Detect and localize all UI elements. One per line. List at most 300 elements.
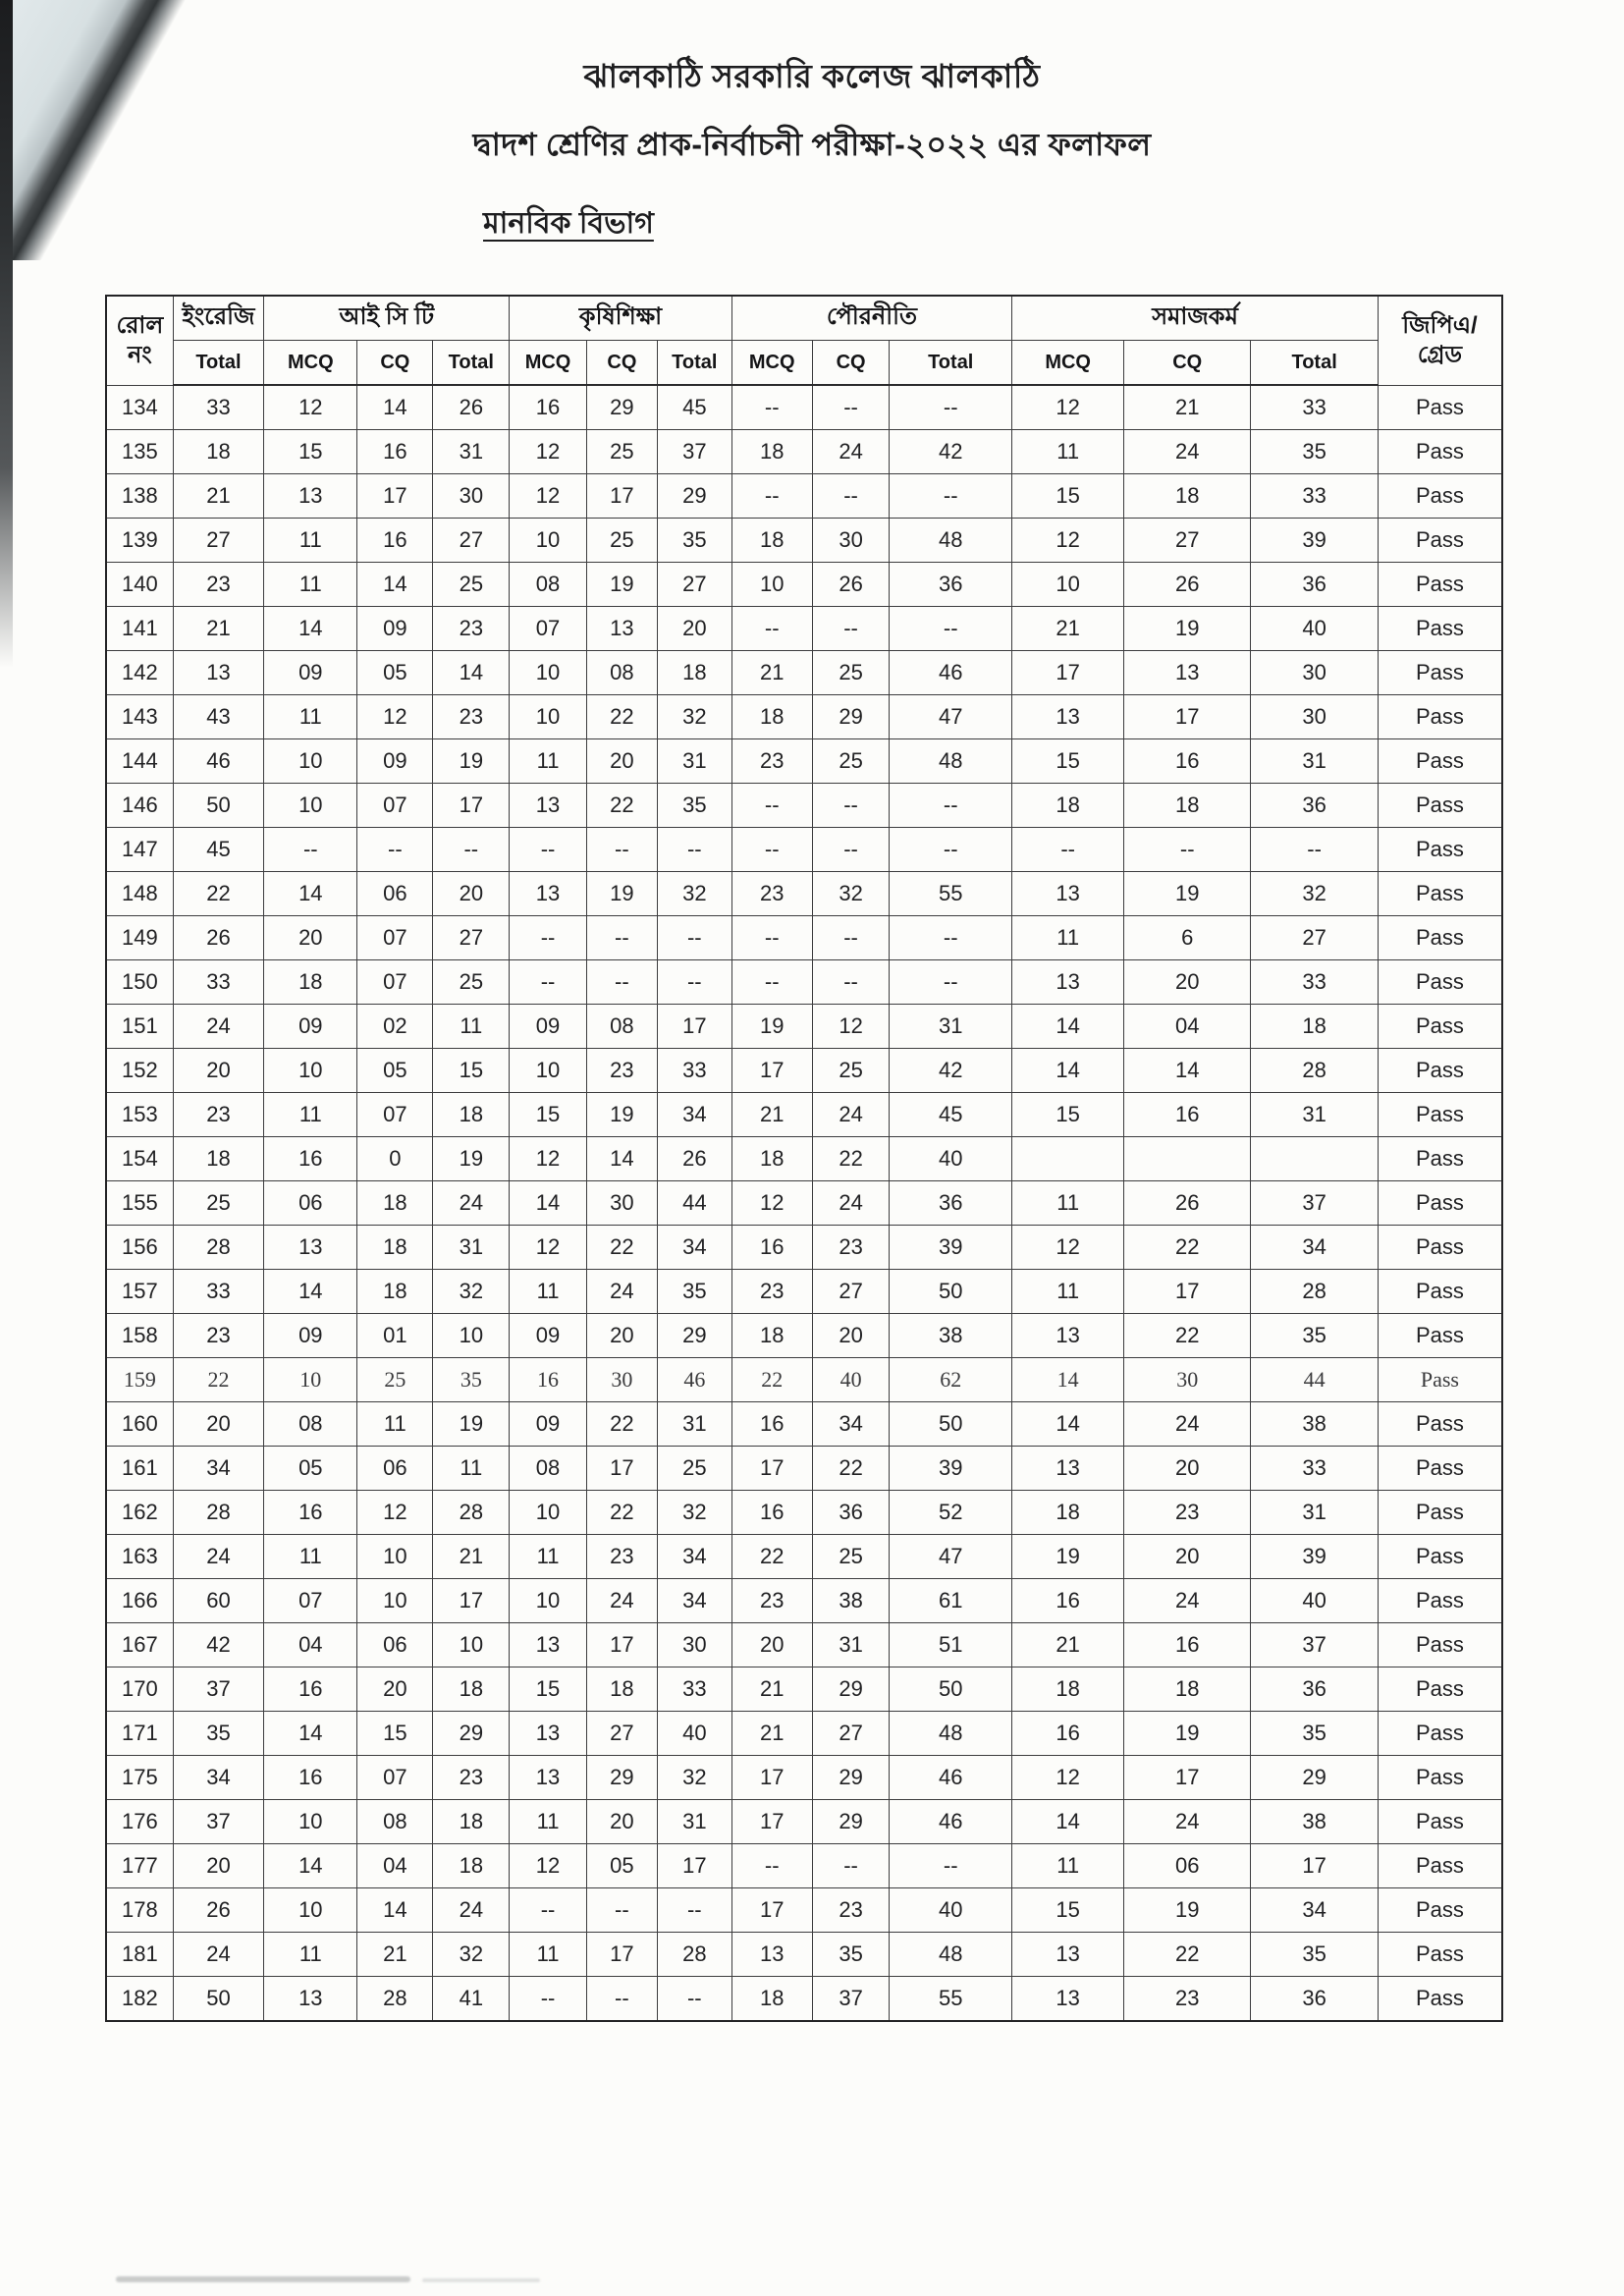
cell-civics-cq: 29	[812, 1667, 889, 1712]
cell-social-total	[1251, 1137, 1378, 1181]
table-row	[106, 1402, 1502, 1447]
cell-agri-mcq: --	[510, 1888, 586, 1933]
cell-social-total: 33	[1251, 960, 1378, 1005]
header-gpa-line1: জিপিএ/	[1402, 311, 1478, 339]
cell-english-total: 26	[173, 916, 263, 960]
cell-civics-cq: 32	[812, 872, 889, 916]
cell-agri-cq: --	[586, 1888, 658, 1933]
cell-agri-total: 17	[658, 1844, 731, 1888]
cell-grade: Pass	[1378, 1933, 1502, 1977]
cell-civics-cq: 25	[812, 651, 889, 695]
cell-grade: Pass	[1378, 784, 1502, 828]
cell-english-total: 28	[173, 1226, 263, 1270]
cell-social-cq: 19	[1124, 607, 1251, 651]
table-row	[106, 1137, 1502, 1181]
cell-social-mcq: 13	[1012, 960, 1124, 1005]
cell-ict-total: 10	[433, 1314, 510, 1358]
cell-ict-mcq: 16	[264, 1667, 357, 1712]
cell-ict-mcq: 05	[264, 1447, 357, 1491]
cell-grade: Pass	[1378, 1800, 1502, 1844]
cell-agri-cq: 22	[586, 1491, 658, 1535]
cell-civics-mcq: 18	[731, 430, 812, 474]
table-row	[106, 828, 1502, 872]
cell-roll: 146	[106, 784, 173, 828]
subheader-ict-total: Total	[433, 341, 510, 386]
cell-grade: Pass	[1378, 695, 1502, 739]
cell-ict-cq: 14	[357, 563, 433, 607]
cell-agri-mcq: 09	[510, 1314, 586, 1358]
cell-civics-cq: 20	[812, 1314, 889, 1358]
cell-agri-cq: 24	[586, 1579, 658, 1623]
cell-civics-cq: 36	[812, 1491, 889, 1535]
header-agriculture: কৃষিশিক্ষা	[510, 296, 731, 341]
cell-ict-total: 31	[433, 430, 510, 474]
cell-social-cq: 22	[1124, 1226, 1251, 1270]
cell-civics-cq: 22	[812, 1137, 889, 1181]
table-row	[106, 1579, 1502, 1623]
cell-english-total: 22	[173, 872, 263, 916]
cell-grade: Pass	[1378, 1491, 1502, 1535]
cell-social-total: 35	[1251, 430, 1378, 474]
cell-english-total: 60	[173, 1579, 263, 1623]
cell-agri-mcq: 16	[510, 1358, 586, 1402]
cell-roll: 144	[106, 739, 173, 784]
cell-ict-total: 29	[433, 1712, 510, 1756]
cell-civics-cq: 40	[812, 1358, 889, 1402]
cell-civics-mcq: 17	[731, 1447, 812, 1491]
cell-social-cq: 16	[1124, 739, 1251, 784]
cell-agri-total: 35	[658, 784, 731, 828]
cell-ict-total: 24	[433, 1181, 510, 1226]
college-title: ঝালকাঠি সরকারি কলেজ ঝালকাঠি	[583, 58, 1041, 94]
cell-ict-mcq: 14	[264, 872, 357, 916]
cell-social-total: 38	[1251, 1402, 1378, 1447]
scan-bottom-streak-artifact	[116, 2276, 410, 2282]
cell-agri-mcq: 10	[510, 651, 586, 695]
cell-grade: Pass	[1378, 1447, 1502, 1491]
cell-grade: Pass	[1378, 1888, 1502, 1933]
cell-social-cq: 06	[1124, 1844, 1251, 1888]
cell-social-total: 32	[1251, 872, 1378, 916]
cell-roll: 176	[106, 1800, 173, 1844]
cell-ict-mcq: 09	[264, 1005, 357, 1049]
cell-roll: 153	[106, 1093, 173, 1137]
cell-agri-total: --	[658, 1888, 731, 1933]
cell-agri-mcq: 08	[510, 563, 586, 607]
cell-civics-mcq: 16	[731, 1402, 812, 1447]
cell-english-total: 28	[173, 1491, 263, 1535]
cell-ict-cq: 17	[357, 474, 433, 519]
cell-grade: Pass	[1378, 385, 1502, 430]
cell-civics-mcq: 17	[731, 1756, 812, 1800]
cell-ict-mcq: 11	[264, 519, 357, 563]
cell-social-total: 37	[1251, 1181, 1378, 1226]
cell-civics-mcq: 21	[731, 1667, 812, 1712]
subheader-agri-mcq: MCQ	[510, 341, 586, 386]
cell-roll: 161	[106, 1447, 173, 1491]
cell-social-mcq: 12	[1012, 1226, 1124, 1270]
cell-agri-total: 29	[658, 474, 731, 519]
cell-social-total: 30	[1251, 651, 1378, 695]
cell-social-cq: 16	[1124, 1623, 1251, 1667]
cell-agri-cq: 30	[586, 1358, 658, 1402]
cell-english-total: 24	[173, 1005, 263, 1049]
cell-agri-total: 34	[658, 1226, 731, 1270]
cell-english-total: 18	[173, 430, 263, 474]
cell-civics-mcq: 18	[731, 1314, 812, 1358]
cell-civics-mcq: 19	[731, 1005, 812, 1049]
cell-ict-cq: 10	[357, 1579, 433, 1623]
cell-grade: Pass	[1378, 1844, 1502, 1888]
cell-ict-cq: 05	[357, 1049, 433, 1093]
cell-social-mcq: 12	[1012, 519, 1124, 563]
cell-civics-total: 48	[890, 519, 1012, 563]
cell-civics-mcq: 23	[731, 1270, 812, 1314]
cell-english-total: 27	[173, 519, 263, 563]
cell-civics-total: 47	[890, 1535, 1012, 1579]
cell-ict-mcq: 16	[264, 1756, 357, 1800]
cell-ict-mcq: 10	[264, 739, 357, 784]
cell-civics-cq: 25	[812, 739, 889, 784]
cell-civics-cq: 34	[812, 1402, 889, 1447]
cell-ict-cq: 07	[357, 784, 433, 828]
cell-social-mcq: 12	[1012, 385, 1124, 430]
cell-ict-cq: 18	[357, 1270, 433, 1314]
cell-agri-total: 20	[658, 607, 731, 651]
cell-agri-mcq: 12	[510, 1844, 586, 1888]
cell-civics-mcq: 10	[731, 563, 812, 607]
cell-ict-mcq: 13	[264, 1977, 357, 2022]
cell-ict-total: 18	[433, 1093, 510, 1137]
cell-civics-mcq: 17	[731, 1049, 812, 1093]
cell-civics-total: --	[890, 828, 1012, 872]
cell-roll: 178	[106, 1888, 173, 1933]
table-row	[106, 430, 1502, 474]
cell-agri-mcq: --	[510, 916, 586, 960]
cell-civics-mcq: 17	[731, 1888, 812, 1933]
cell-agri-mcq: 13	[510, 1756, 586, 1800]
cell-agri-cq: --	[586, 1977, 658, 2022]
cell-civics-cq: --	[812, 916, 889, 960]
cell-ict-total: 25	[433, 960, 510, 1005]
cell-roll: 175	[106, 1756, 173, 1800]
cell-civics-total: 46	[890, 651, 1012, 695]
cell-social-cq: 19	[1124, 872, 1251, 916]
cell-social-cq: 16	[1124, 1093, 1251, 1137]
cell-social-total: 40	[1251, 1579, 1378, 1623]
cell-social-cq: 30	[1124, 1358, 1251, 1402]
cell-roll: 182	[106, 1977, 173, 2022]
cell-social-cq: 22	[1124, 1314, 1251, 1358]
cell-grade: Pass	[1378, 1977, 1502, 2022]
cell-civics-mcq: 23	[731, 872, 812, 916]
cell-ict-cq: 20	[357, 1667, 433, 1712]
cell-grade: Pass	[1378, 1756, 1502, 1800]
cell-ict-cq: 11	[357, 1402, 433, 1447]
cell-civics-total: 39	[890, 1447, 1012, 1491]
cell-agri-mcq: 07	[510, 607, 586, 651]
cell-civics-cq: 30	[812, 519, 889, 563]
cell-ict-mcq: 20	[264, 916, 357, 960]
cell-english-total: 50	[173, 1977, 263, 2022]
results-table-body	[106, 385, 1502, 2021]
cell-civics-mcq: --	[731, 607, 812, 651]
cell-ict-cq: 10	[357, 1535, 433, 1579]
cell-civics-mcq: --	[731, 828, 812, 872]
cell-social-cq: 27	[1124, 519, 1251, 563]
cell-civics-mcq: 17	[731, 1800, 812, 1844]
cell-ict-cq: 25	[357, 1358, 433, 1402]
cell-civics-mcq: 16	[731, 1491, 812, 1535]
cell-social-total: 37	[1251, 1623, 1378, 1667]
cell-social-cq: 24	[1124, 430, 1251, 474]
cell-ict-total: 24	[433, 1888, 510, 1933]
cell-civics-cq: --	[812, 828, 889, 872]
cell-roll: 158	[106, 1314, 173, 1358]
cell-social-mcq: 15	[1012, 474, 1124, 519]
cell-agri-cq: 17	[586, 1933, 658, 1977]
cell-social-total: 36	[1251, 784, 1378, 828]
cell-ict-total: 25	[433, 563, 510, 607]
cell-ict-total: 18	[433, 1844, 510, 1888]
cell-ict-mcq: 13	[264, 1226, 357, 1270]
cell-ict-mcq: 13	[264, 474, 357, 519]
cell-roll: 160	[106, 1402, 173, 1447]
table-row	[106, 563, 1502, 607]
cell-ict-cq: 09	[357, 739, 433, 784]
cell-ict-total: 18	[433, 1667, 510, 1712]
cell-civics-cq: 27	[812, 1712, 889, 1756]
cell-grade: Pass	[1378, 1005, 1502, 1049]
cell-english-total: 24	[173, 1535, 263, 1579]
subheader-social-cq: CQ	[1124, 341, 1251, 386]
cell-english-total: 33	[173, 385, 263, 430]
cell-agri-total: 46	[658, 1358, 731, 1402]
cell-ict-mcq: 11	[264, 1093, 357, 1137]
cell-ict-mcq: 14	[264, 1270, 357, 1314]
cell-grade: Pass	[1378, 1270, 1502, 1314]
cell-agri-total: 32	[658, 1756, 731, 1800]
table-row	[106, 1314, 1502, 1358]
cell-agri-cq: 17	[586, 1623, 658, 1667]
cell-english-total: 13	[173, 651, 263, 695]
cell-civics-mcq: 22	[731, 1358, 812, 1402]
cell-agri-cq: 22	[586, 695, 658, 739]
cell-ict-total: 32	[433, 1933, 510, 1977]
cell-agri-total: 26	[658, 1137, 731, 1181]
cell-english-total: 34	[173, 1756, 263, 1800]
cell-grade: Pass	[1378, 1535, 1502, 1579]
cell-civics-cq: 25	[812, 1535, 889, 1579]
cell-agri-cq: 19	[586, 872, 658, 916]
table-row	[106, 385, 1502, 430]
cell-grade: Pass	[1378, 1181, 1502, 1226]
cell-civics-cq: 27	[812, 1270, 889, 1314]
header-row-groups	[106, 296, 1502, 341]
cell-ict-mcq: 08	[264, 1402, 357, 1447]
cell-agri-total: 32	[658, 1491, 731, 1535]
cell-social-cq: 24	[1124, 1402, 1251, 1447]
cell-civics-total: 46	[890, 1756, 1012, 1800]
cell-ict-cq: 21	[357, 1933, 433, 1977]
table-row	[106, 1005, 1502, 1049]
cell-ict-cq: 0	[357, 1137, 433, 1181]
cell-civics-cq: 29	[812, 695, 889, 739]
cell-roll: 140	[106, 563, 173, 607]
cell-ict-total: 31	[433, 1226, 510, 1270]
cell-ict-cq: 06	[357, 1447, 433, 1491]
cell-ict-total: 28	[433, 1491, 510, 1535]
cell-ict-cq: 05	[357, 651, 433, 695]
subheader-ict-cq: CQ	[357, 341, 433, 386]
cell-civics-cq: 23	[812, 1888, 889, 1933]
cell-social-cq: --	[1124, 828, 1251, 872]
cell-social-cq: 21	[1124, 385, 1251, 430]
cell-english-total: 34	[173, 1447, 263, 1491]
cell-agri-total: 35	[658, 519, 731, 563]
cell-civics-cq: 29	[812, 1756, 889, 1800]
cell-social-total: 35	[1251, 1933, 1378, 1977]
cell-roll: 135	[106, 430, 173, 474]
cell-civics-cq: 38	[812, 1579, 889, 1623]
cell-social-cq: 20	[1124, 1535, 1251, 1579]
cell-ict-mcq: 09	[264, 651, 357, 695]
cell-roll: 163	[106, 1535, 173, 1579]
cell-social-mcq: 13	[1012, 872, 1124, 916]
cell-agri-total: 31	[658, 1800, 731, 1844]
cell-ict-cq: 07	[357, 1093, 433, 1137]
cell-agri-total: --	[658, 960, 731, 1005]
cell-civics-cq: --	[812, 607, 889, 651]
table-row	[106, 1491, 1502, 1535]
cell-social-total: 40	[1251, 607, 1378, 651]
cell-ict-total: 19	[433, 1402, 510, 1447]
cell-agri-mcq: 11	[510, 1535, 586, 1579]
cell-social-total: 17	[1251, 1844, 1378, 1888]
cell-social-mcq: 10	[1012, 563, 1124, 607]
cell-grade: Pass	[1378, 430, 1502, 474]
cell-roll: 134	[106, 385, 173, 430]
cell-roll: 156	[106, 1226, 173, 1270]
cell-ict-cq: 08	[357, 1800, 433, 1844]
cell-agri-cq: 27	[586, 1712, 658, 1756]
cell-grade: Pass	[1378, 872, 1502, 916]
cell-social-mcq: 14	[1012, 1358, 1124, 1402]
cell-civics-mcq: --	[731, 960, 812, 1005]
cell-agri-mcq: 10	[510, 1049, 586, 1093]
cell-social-total: 35	[1251, 1712, 1378, 1756]
cell-roll: 166	[106, 1579, 173, 1623]
cell-ict-total: 35	[433, 1358, 510, 1402]
cell-agri-total: --	[658, 1977, 731, 2022]
cell-agri-cq: 25	[586, 430, 658, 474]
cell-ict-cq: 12	[357, 1491, 433, 1535]
cell-ict-total: 23	[433, 1756, 510, 1800]
cell-social-total: 36	[1251, 563, 1378, 607]
cell-grade: Pass	[1378, 828, 1502, 872]
cell-social-cq: 22	[1124, 1933, 1251, 1977]
cell-civics-cq: 12	[812, 1005, 889, 1049]
cell-social-cq: 26	[1124, 1181, 1251, 1226]
cell-social-total: 29	[1251, 1756, 1378, 1800]
cell-agri-total: 31	[658, 1402, 731, 1447]
cell-roll: 154	[106, 1137, 173, 1181]
cell-social-cq: 17	[1124, 1270, 1251, 1314]
table-row	[106, 872, 1502, 916]
cell-roll: 142	[106, 651, 173, 695]
header-english: ইংরেজি	[173, 296, 263, 341]
subheader-english-total: Total	[173, 341, 263, 386]
cell-ict-mcq: 10	[264, 1358, 357, 1402]
cell-agri-total: 32	[658, 872, 731, 916]
cell-agri-total: --	[658, 828, 731, 872]
subheader-civics-total: Total	[890, 341, 1012, 386]
cell-civics-mcq: 21	[731, 1712, 812, 1756]
cell-civics-cq: 24	[812, 1093, 889, 1137]
cell-civics-mcq: --	[731, 474, 812, 519]
cell-civics-cq: 24	[812, 430, 889, 474]
cell-ict-cq: 09	[357, 607, 433, 651]
cell-ict-cq: 15	[357, 1712, 433, 1756]
table-row	[106, 607, 1502, 651]
cell-grade: Pass	[1378, 739, 1502, 784]
cell-civics-total: --	[890, 607, 1012, 651]
cell-grade: Pass	[1378, 1137, 1502, 1181]
cell-ict-mcq: 10	[264, 1800, 357, 1844]
cell-ict-mcq: 09	[264, 1314, 357, 1358]
cell-ict-total: 10	[433, 1623, 510, 1667]
cell-grade: Pass	[1378, 1358, 1502, 1402]
cell-social-total: 33	[1251, 474, 1378, 519]
cell-ict-mcq: 15	[264, 430, 357, 474]
cell-agri-mcq: 12	[510, 474, 586, 519]
cell-social-total: 18	[1251, 1005, 1378, 1049]
cell-ict-cq: 14	[357, 385, 433, 430]
cell-agri-mcq: 09	[510, 1005, 586, 1049]
cell-ict-total: 14	[433, 651, 510, 695]
cell-agri-total: 30	[658, 1623, 731, 1667]
cell-grade: Pass	[1378, 1049, 1502, 1093]
cell-social-mcq: 14	[1012, 1402, 1124, 1447]
cell-grade: Pass	[1378, 1226, 1502, 1270]
cell-social-mcq: 13	[1012, 1447, 1124, 1491]
results-table	[105, 295, 1503, 2022]
header-roll-line2: নং	[128, 341, 152, 368]
cell-agri-cq: 08	[586, 1005, 658, 1049]
cell-civics-cq: 24	[812, 1181, 889, 1226]
subheader-social-mcq: MCQ	[1012, 341, 1124, 386]
header-civics: পৌরনীতি	[731, 296, 1012, 341]
cell-ict-total: 30	[433, 474, 510, 519]
cell-ict-cq: 07	[357, 1756, 433, 1800]
cell-civics-cq: 37	[812, 1977, 889, 2022]
subheader-civics-mcq: MCQ	[731, 341, 812, 386]
cell-ict-total: 26	[433, 385, 510, 430]
cell-grade: Pass	[1378, 1314, 1502, 1358]
cell-civics-mcq: 21	[731, 1093, 812, 1137]
subheader-ict-mcq: MCQ	[264, 341, 357, 386]
cell-social-cq: 26	[1124, 563, 1251, 607]
cell-english-total: 21	[173, 607, 263, 651]
header-row-subcolumns	[106, 341, 1502, 386]
header-gpa-line2: গ্রেড	[1417, 341, 1463, 368]
cell-agri-cq: 20	[586, 739, 658, 784]
cell-social-cq: 6	[1124, 916, 1251, 960]
cell-social-cq: 23	[1124, 1491, 1251, 1535]
table-row	[106, 1756, 1502, 1800]
cell-social-mcq: 14	[1012, 1800, 1124, 1844]
cell-social-total: 31	[1251, 739, 1378, 784]
